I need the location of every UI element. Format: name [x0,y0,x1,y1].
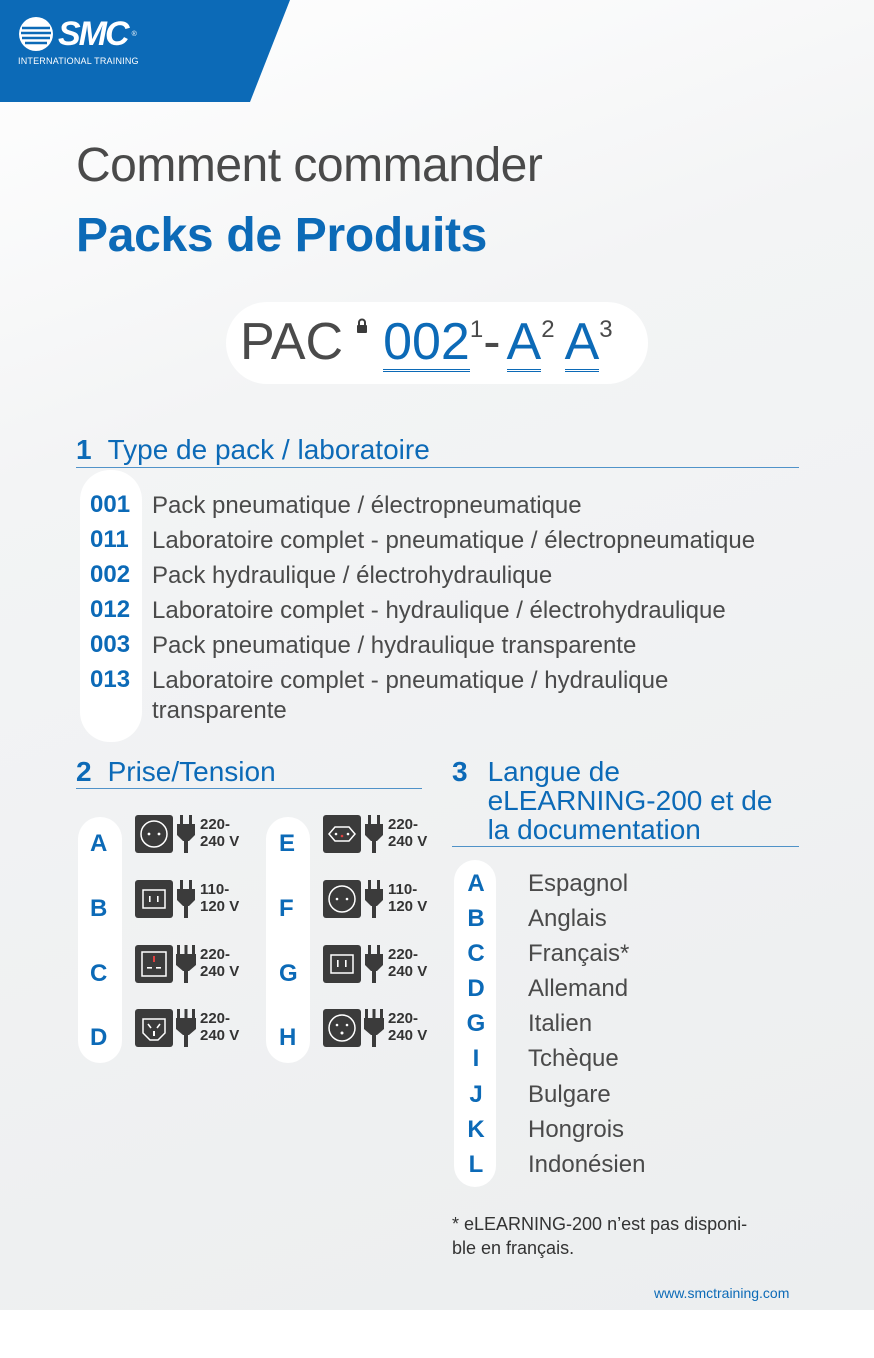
voltage-label [388,946,427,980]
footnote [452,1212,802,1260]
list-item [90,631,792,661]
voltage-label [388,1010,427,1044]
voltage-line1: 220- [388,946,419,963]
plug-letter: B [90,895,108,922]
voltage-line2: 240 V [200,1027,240,1044]
language-letter: I [472,1045,480,1072]
order-code-prefix: PAC [240,313,344,371]
footnote-line2: ble en français. [452,1238,575,1258]
list-item [90,526,792,556]
page-subtitle: Packs de Produits [76,209,488,262]
voltage-line2: 120 V [388,898,428,915]
pack-label: Laboratoire complet - pneumatique / électropneumatique [152,527,756,554]
socket-australia-icon [135,1009,173,1047]
list-item [90,491,792,521]
order-code [240,312,613,372]
order-code-sup-1: 1 [469,316,484,343]
pack-label: Laboratoire complet - hydraulique / électrohydraulique [152,597,726,624]
plug-letter: H [279,1024,297,1051]
pack-code: 003 [90,631,131,658]
section3-divider [452,846,799,847]
language-label: Hongrois [528,1116,625,1143]
voltage-label [200,946,239,980]
plug-letter: C [90,960,108,987]
socket-round-icon [323,880,361,918]
order-code-seg-2: A [506,313,542,371]
pack-code: 002 [90,561,131,588]
pack-code: 011 [90,526,129,553]
voltage-label [388,816,427,850]
pack-code: 012 [90,596,131,623]
language-letter: J [469,1081,483,1108]
footer-link[interactable]: www.smctraining.com [654,1285,790,1301]
plug-2pin-icon [175,815,197,853]
plug-3pin-icon [175,1009,197,1047]
voltage-line1: 110- [388,881,418,898]
list-item [90,666,712,726]
plug-letter: E [279,830,296,857]
pack-label: Laboratoire complet - pneumatique / hydraulique transparente [152,667,669,724]
socket-uk-icon [135,945,173,983]
language-label: Allemand [528,975,629,1002]
plug-3pin-icon [175,945,197,983]
voltage-label [200,881,239,915]
voltage-line2: 240 V [388,963,428,980]
section3-title-line3: la documentation [487,814,701,845]
language-label: Bulgare [528,1081,611,1108]
language-letter: C [467,940,485,967]
socket-flat-icon [323,945,361,983]
logo-registered: ® [131,30,137,38]
voltage-label [200,816,239,850]
language-letter: G [466,1010,486,1037]
pack-label: Pack hydraulique / électrohydraulique [152,562,553,589]
order-code-dash: - [483,313,501,371]
language-label: Espagnol [528,870,629,897]
language-letter: B [467,905,485,932]
language-letter: D [467,975,485,1002]
socket-swiss-icon [323,815,361,853]
smc-logo-icon [18,16,54,52]
language-label: Indonésien [528,1151,646,1178]
plug-2pin-icon [363,880,385,918]
language-label: Italien [528,1010,593,1037]
section2-title: Prise/Tension [107,756,276,787]
voltage-line2: 240 V [200,833,240,850]
section3-title [488,757,773,844]
plug-letter: D [90,1024,108,1051]
list-item [90,561,792,591]
pack-code: 013 [90,666,131,693]
pack-code: 001 [90,491,131,518]
list-item [90,596,792,626]
language-letter: L [468,1151,484,1178]
voltage-line2: 240 V [388,1027,428,1044]
section1-number: 1 [76,434,92,465]
page-title: Comment commander [76,139,543,192]
language-letter: A [467,870,485,897]
order-code-sup-2: 2 [541,316,555,343]
language-label: Tchèque [528,1045,619,1072]
voltage-line1: 220- [200,816,231,833]
voltage-line1: 220- [388,1010,419,1027]
section3-number: 3 [452,756,468,787]
voltage-line1: 110- [200,881,230,898]
plug-letter: G [279,960,298,987]
section2-divider [76,788,422,789]
section2-number: 2 [76,756,92,787]
socket-us-icon [135,880,173,918]
section3-title-line2: eLEARNING-200 et de [487,785,773,816]
section1-divider [76,467,799,468]
footnote-line1: * eLEARNING-200 n’est pas disponi- [452,1214,748,1234]
pack-label: Pack pneumatique / hydraulique transparente [152,632,637,659]
plug-2pin-icon [175,880,197,918]
socket-three-pin-icon [323,1009,361,1047]
voltage-line1: 220- [200,946,231,963]
voltage-line1: 220- [200,1010,231,1027]
pack-label: Pack pneumatique / électropneumatique [152,492,582,519]
order-code-seg-1: 002 [383,313,470,371]
language-letter: K [467,1116,485,1143]
section1-title: Type de pack / laboratoire [107,434,430,465]
voltage-line2: 240 V [388,833,428,850]
voltage-label [388,881,427,915]
plug-letter: F [279,895,294,922]
section1-heading [76,434,430,466]
order-code-seg-3: A [564,313,600,371]
order-code-sup-3: 3 [599,316,613,343]
plug-3pin-icon [363,1009,385,1047]
section3-heading [452,757,772,844]
voltage-line2: 120 V [200,898,240,915]
smc-logo[interactable] [18,14,139,66]
plug-2pin-icon [363,945,385,983]
language-label: Français* [528,940,630,967]
section2-heading [76,756,276,788]
voltage-line1: 220- [388,816,419,833]
language-label: Anglais [528,905,607,932]
logo-subtitle: INTERNATIONAL TRAINING [18,56,139,66]
section3-title-line1: Langue de [487,756,620,787]
logo-text: SMC [58,15,128,53]
voltage-label [200,1010,239,1044]
plug-2pin-icon [363,815,385,853]
socket-europlug-icon [135,815,173,853]
plug-letter: A [90,830,108,857]
voltage-line2: 240 V [200,963,240,980]
